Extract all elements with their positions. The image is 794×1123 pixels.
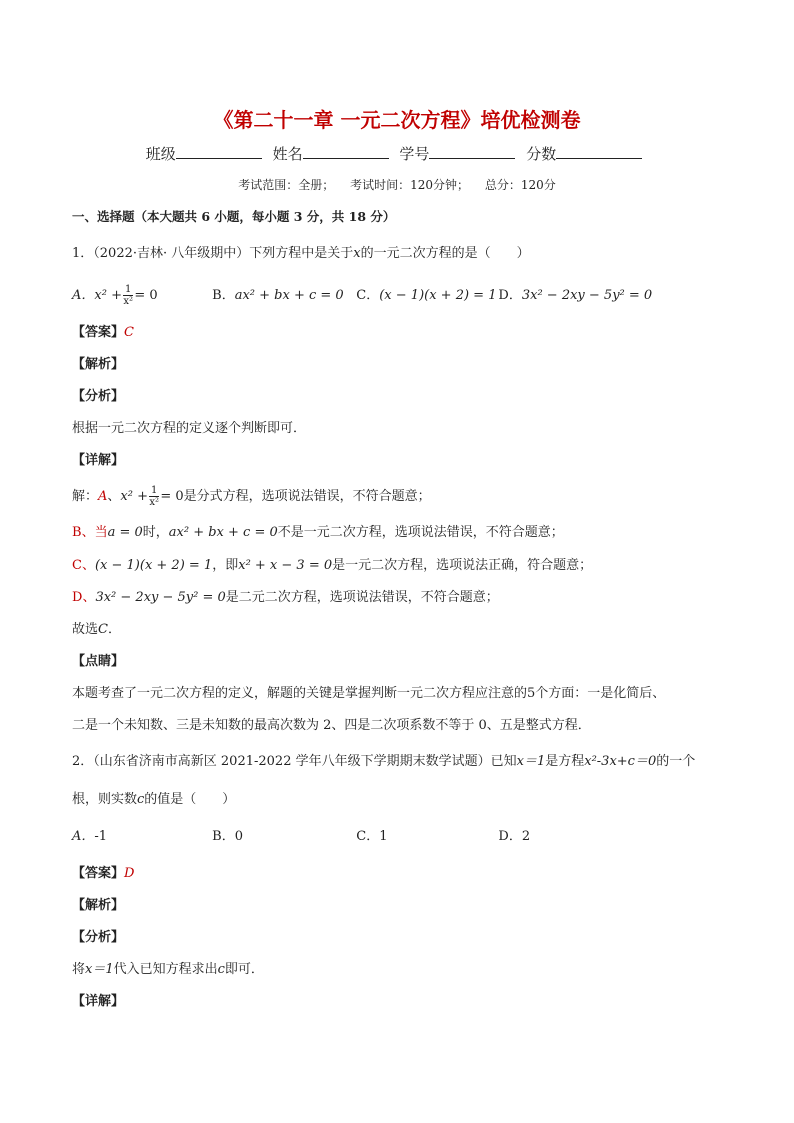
q1-option-a-fraction <box>123 284 133 307</box>
q1-option-a-frac-den: x² <box>123 296 133 307</box>
student-id-label: 学号 <box>399 145 430 163</box>
q2-option-c-value: 1 <box>379 829 388 844</box>
q2-option-b-value: 0 <box>234 829 243 844</box>
q1-detail-a-pre: 解： <box>72 489 99 504</box>
q1-answer <box>72 323 734 343</box>
q1-option-a-label: A． <box>72 288 95 303</box>
q1-detail-c <box>72 556 734 576</box>
q2-option-d-value: 2 <box>521 829 531 844</box>
q2-option-d <box>498 827 530 847</box>
q2-analysis-label: 【解析】 <box>72 898 125 913</box>
score-label: 分数 <box>526 145 557 163</box>
q2-detail-label: 【详解】 <box>72 994 125 1009</box>
document-title: 《第二十一章 一元二次方程》培优检测卷 <box>213 108 581 132</box>
q1-detail-a-frac-den: x² <box>149 497 160 508</box>
q1-detail-a-frac-num: 1 <box>151 485 158 496</box>
q1-option-d-label: D． <box>498 288 522 303</box>
q1-detail-b-sep: 、当 <box>81 525 108 540</box>
q1-option-b-label: B． <box>212 288 235 303</box>
q1-stem <box>72 244 734 264</box>
section-heading: 一、选择题（本大题共 6 小题，每小题 3 分，共 18 分） <box>72 209 396 224</box>
name-blank[interactable] <box>303 144 389 159</box>
q1-option-d-expr: 3x² − 2xy − 5y² = 0 <box>521 288 653 303</box>
q1-detail-c-expr1: (x − 1)(x + 2) = 1 <box>94 558 213 573</box>
q2-stem-mid: 是方程 <box>545 754 585 769</box>
q2-answer <box>72 864 734 884</box>
exam-scope: 考试范围：全册； <box>238 178 335 192</box>
q1-detail-b-mid: 时， <box>142 525 169 540</box>
q1-detail-c-letter: C <box>72 558 82 573</box>
q2-option-a-value: -1 <box>94 829 108 844</box>
q2-stem-post: 的一个 <box>656 754 696 769</box>
q2-fenxi-pre: 将 <box>72 962 86 977</box>
q2-option-d-label: D． <box>498 829 522 844</box>
q2-stem2-pre: 根，则实数 <box>72 792 138 807</box>
exam-time: 考试时间：120分钟； <box>350 178 469 192</box>
q1-detail-d-expr: 3x² − 2xy − 5y² = 0 <box>95 590 226 605</box>
q1-detail-a-sep: 、 <box>107 489 121 504</box>
q1-option-c-label: C． <box>356 288 380 303</box>
q1-option-b-expr: ax² + bx + c = 0 <box>234 288 344 303</box>
q2-option-c <box>356 827 494 847</box>
q1-fenxi: 根据一元二次方程的定义逐个判断即可． <box>72 421 307 436</box>
q1-option-b <box>212 286 352 306</box>
q1-stem-pre: 1．（2022·吉林· 八年级期中）下列方程中是关于 <box>72 246 354 261</box>
q1-detail-a-text: 是分式方程，选项说法错误，不符合题意； <box>183 489 431 504</box>
q2-option-c-label: C． <box>356 829 380 844</box>
student-info-row <box>0 143 794 164</box>
q1-option-a-expr-pre: x² + <box>94 288 122 303</box>
q2-fenxi-var: c <box>217 962 225 977</box>
q1-comment-label: 【点睛】 <box>72 654 125 669</box>
q2-fenxi-mid: 代入已知方程求出 <box>113 962 218 977</box>
q2-fenxi <box>72 960 734 980</box>
q1-detail-c-text: 是一元二次方程，选项说法正确，符合题意； <box>332 558 593 573</box>
q1-fenxi-label: 【分析】 <box>72 389 125 404</box>
q2-options <box>72 827 734 847</box>
q1-conclusion-letter: C <box>98 622 108 637</box>
q1-comment-line1: 本题考查了一元二次方程的定义，解题的关键是掌握判断一元二次方程应注意的5个方面：一是化简后、 <box>72 686 666 701</box>
class-label: 班级 <box>145 145 176 163</box>
q1-detail-a-fraction <box>149 485 159 508</box>
q2-stem-pre: 2．（山东省济南市高新区 2021-2022 学年八年级下学期期末数学试题）已知 <box>72 754 517 769</box>
q2-option-a <box>72 827 208 847</box>
q1-var: x <box>353 246 361 261</box>
q1-comment-line2: 二是一个未知数、三是未知数的最高次数为 2、四是二次项系数不等于 0、五是整式方程． <box>72 718 591 733</box>
q2-fenxi-post: 即可． <box>224 962 264 977</box>
q1-detail-d-sep: 、 <box>82 590 96 605</box>
q1-option-c <box>356 286 497 306</box>
q2-option-a-label: A． <box>72 829 95 844</box>
q1-conclusion-post: ． <box>107 622 121 637</box>
q1-detail-d-letter: D <box>72 590 83 605</box>
q1-stem-post: 的一元二次方程的是（ ） <box>360 246 530 261</box>
q1-detail-a <box>72 485 734 508</box>
q1-conclusion-pre: 故选 <box>72 622 99 637</box>
student-id-blank[interactable] <box>429 144 515 159</box>
q2-stem-line1 <box>72 752 734 772</box>
score-blank[interactable] <box>556 144 642 159</box>
q2-stem2-var: c <box>137 792 145 807</box>
q1-option-a-frac-num: 1 <box>124 284 132 295</box>
class-blank[interactable] <box>176 144 262 159</box>
q2-option-b <box>212 827 352 847</box>
q2-fenxi-cond: x＝1 <box>85 962 114 977</box>
q1-detail-b-text: 不是一元二次方程，选项说法错误，不符合题意； <box>277 525 564 540</box>
q1-detail-b-letter: B <box>72 525 82 540</box>
q1-detail-label: 【详解】 <box>72 453 125 468</box>
q1-detail-c-sep: 、 <box>81 558 95 573</box>
q2-stem-cond: x＝1 <box>516 754 546 769</box>
q1-detail-d-text: 是二元二次方程，选项说法错误，不符合题意； <box>225 590 499 605</box>
q1-option-c-expr: (x − 1)(x + 2) = 1 <box>379 288 497 303</box>
q1-options <box>72 284 734 307</box>
q1-conclusion <box>72 620 734 640</box>
q1-option-a <box>72 284 208 307</box>
q1-detail-b-expr: ax² + bx + c = 0 <box>168 525 278 540</box>
q2-stem-eq: x²-3x+c＝0 <box>584 754 657 769</box>
q1-detail-b-cond: a = 0 <box>107 525 143 540</box>
q1-detail-c-mid: ，即 <box>212 558 239 573</box>
q1-detail-b <box>72 523 734 543</box>
q2-stem2-post: 的值是（ ） <box>144 792 236 807</box>
q1-answer-value: C <box>124 325 134 340</box>
q1-detail-a-expr-post: = 0 <box>160 489 184 504</box>
exam-meta <box>0 176 794 193</box>
q1-analysis-label: 【解析】 <box>72 357 125 372</box>
q1-option-a-expr-post: = 0 <box>134 288 158 303</box>
q2-option-b-label: B． <box>212 829 235 844</box>
q1-detail-a-letter: A <box>98 489 108 504</box>
q2-fenxi-label: 【分析】 <box>72 930 125 945</box>
q1-answer-label: 【答案】 <box>72 325 125 340</box>
q2-stem-line2 <box>72 790 734 810</box>
exam-total: 总分：120分 <box>484 178 556 192</box>
name-label: 姓名 <box>272 145 303 163</box>
q1-detail-a-expr-pre: x² + <box>120 489 148 504</box>
q1-detail-c-expr2: x² + x − 3 = 0 <box>238 558 333 573</box>
q1-detail-d <box>72 588 734 608</box>
q2-answer-label: 【答案】 <box>72 866 125 881</box>
q2-answer-value: D <box>124 866 135 881</box>
q1-option-d <box>498 286 652 306</box>
